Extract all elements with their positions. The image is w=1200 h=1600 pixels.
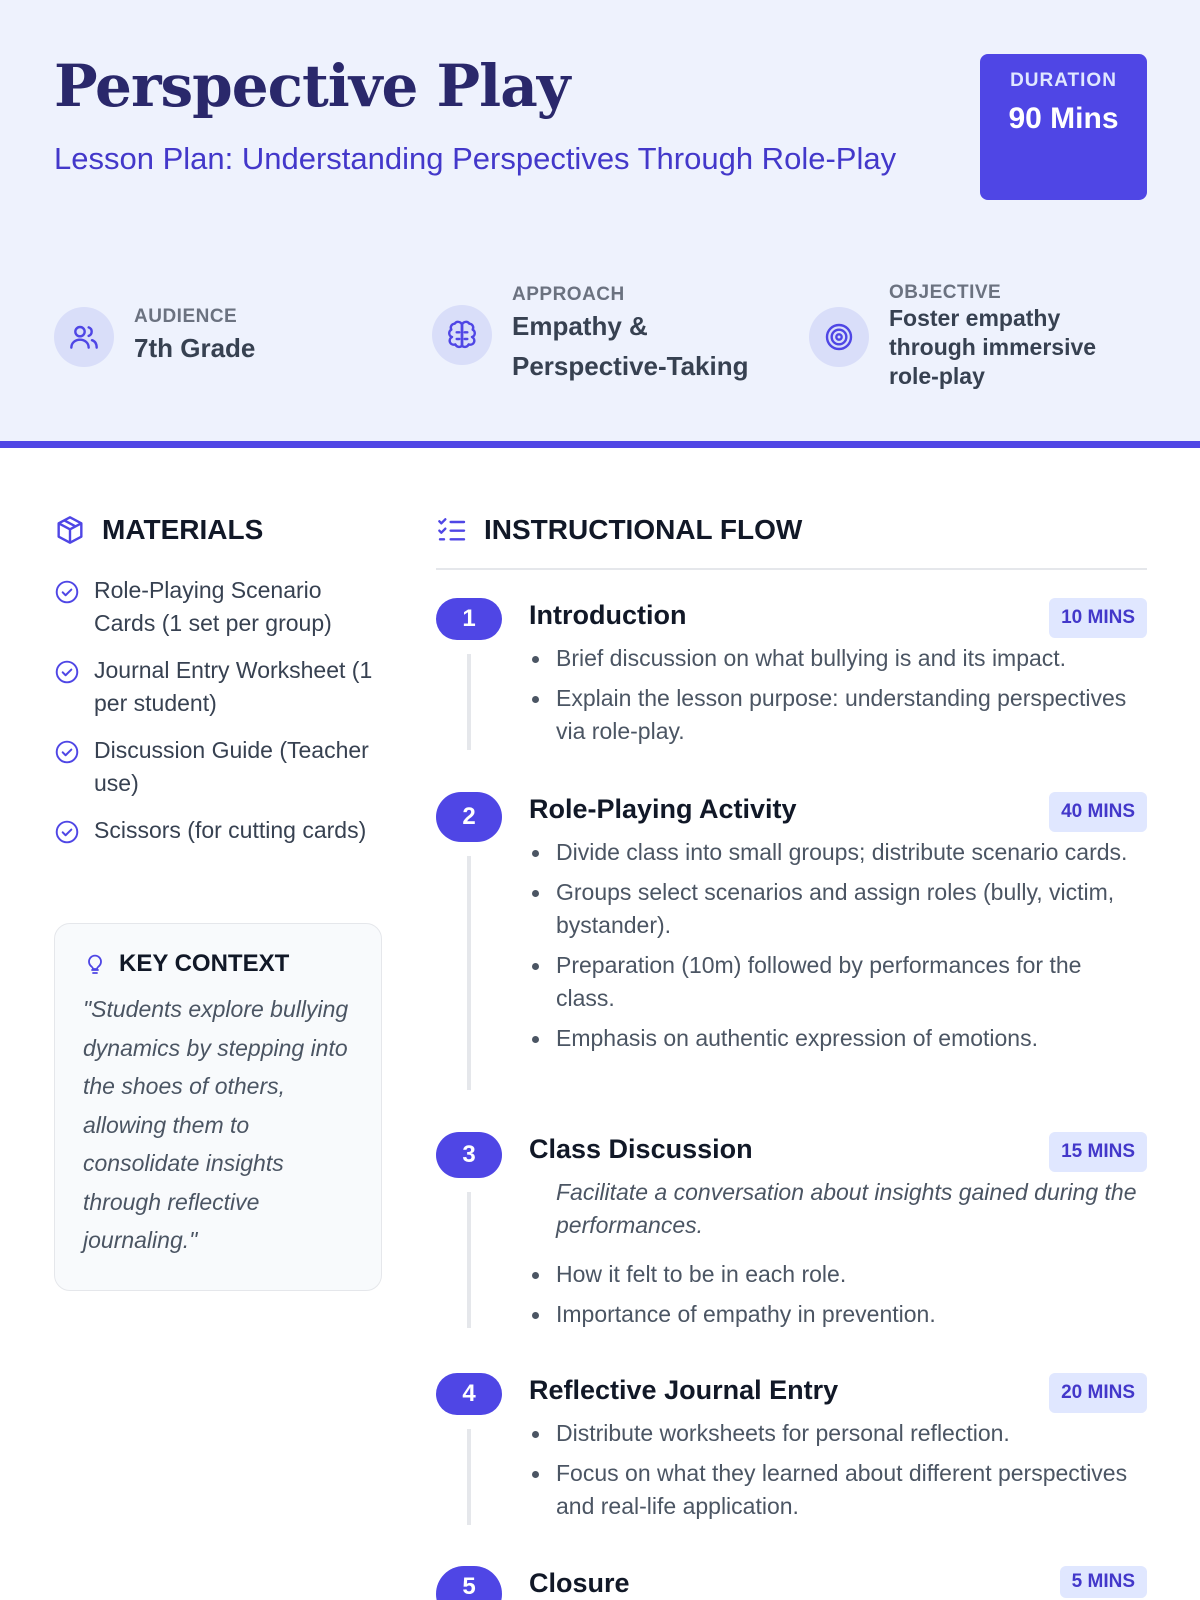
lesson-header [0,0,1200,448]
package-icon [54,514,86,546]
timeline-line [467,1429,471,1525]
meta-approach-label: APPROACH [512,284,625,305]
step-intro: Facilitate a conversation about insights gained during the performances. [556,1179,1137,1238]
divider [436,568,1147,570]
step-duration-badge: 40 MINS [1049,792,1147,832]
list-item: Brief discussion on what bullying is and its impact. [556,642,1146,675]
material-text: Role-Playing Scenario Cards (1 set per group) [94,577,332,636]
check-circle-icon [54,659,80,720]
material-text: Discussion Guide (Teacher use) [94,737,369,796]
meta-objective-label: OBJECTIVE [889,282,1002,303]
step-number: 2 [436,792,502,842]
list-item [54,734,384,800]
check-circle-icon [54,579,80,640]
list-item: Groups select scenarios and assign roles (bully, victim, bystander). [556,876,1146,942]
users-icon [54,307,114,367]
step-bullets [556,836,1146,1062]
meta-audience-label: AUDIENCE [134,306,238,327]
timeline-line [467,1192,471,1328]
step-number: 5 [436,1566,502,1600]
step-bullets [556,1417,1146,1530]
check-circle-icon [54,739,80,800]
list-item: Emphasis on authentic expression of emotions. [556,1022,1146,1055]
key-context-heading-text: KEY CONTEXT [119,950,290,977]
key-context-heading [83,950,353,978]
step-title: Introduction [529,600,687,630]
list-item [54,654,384,720]
list-item: Explain the lesson purpose: understanding perspectives via role-play. [556,682,1146,748]
list-item: How it felt to be in each role. [556,1258,1146,1291]
materials-list [54,574,384,868]
list-item: Preparation (10m) followed by performances for the class. [556,949,1146,1015]
step-title: Class Discussion [529,1134,753,1164]
list-item: Divide class into small groups; distribute scenario cards. [556,836,1146,869]
check-circle-icon [54,819,80,854]
brain-icon [432,305,492,365]
meta-objective-value: Foster empathy through immersive role-play [889,305,1097,389]
materials-heading-text: MATERIALS [102,514,264,545]
step-title: Closure [529,1568,630,1598]
duration-label: DURATION [1010,70,1117,91]
duration-badge [980,54,1147,200]
duration-value: 90 Mins [1008,102,1119,135]
step-duration-badge: 20 MINS [1049,1373,1147,1413]
list-item [54,574,384,640]
step-number: 4 [436,1373,502,1415]
timeline-line [467,856,471,1090]
meta-objective [809,282,1129,391]
list-item: Distribute worksheets for personal reflection. [556,1417,1146,1450]
step-duration-badge: 15 MINS [1049,1132,1147,1172]
meta-approach-value: Empathy & Perspective-Taking [512,311,749,381]
materials-heading [54,514,263,546]
step-duration-badge: 10 MINS [1049,598,1147,638]
meta-audience [54,306,255,368]
page-title: Perspective Play [54,52,570,120]
list-item: Focus on what they learned about different perspectives and real-life application. [556,1457,1146,1523]
material-text: Journal Entry Worksheet (1 per student) [94,657,373,716]
step-title: Reflective Journal Entry [529,1375,839,1405]
timeline-line [467,654,471,750]
step-bullets [556,1258,1146,1338]
step-bullets [556,642,1146,755]
step-number: 1 [436,598,502,640]
target-icon [809,307,869,367]
step-number: 3 [436,1132,502,1178]
flow-heading [436,514,802,546]
flow-heading-text: INSTRUCTIONAL FLOW [484,514,803,545]
meta-approach [432,284,772,386]
step-duration-badge: 5 MINS [1060,1566,1147,1598]
list-item: Importance of empathy in prevention. [556,1298,1146,1331]
key-context-card [54,923,382,1291]
material-text: Scissors (for cutting cards) [94,817,367,843]
list-item [54,814,384,854]
checklist-icon [436,514,468,546]
step-title: Role-Playing Activity [529,794,797,824]
meta-audience-value: 7th Grade [134,333,256,363]
page-subtitle: Lesson Plan: Understanding Perspectives Through Role-Play [54,141,897,176]
lightbulb-icon [83,950,107,978]
key-context-quote: "Students explore bullying dynamics by stepping into the shoes of others, allowing them to consolidate insights through reflective journaling." [83,996,349,1253]
